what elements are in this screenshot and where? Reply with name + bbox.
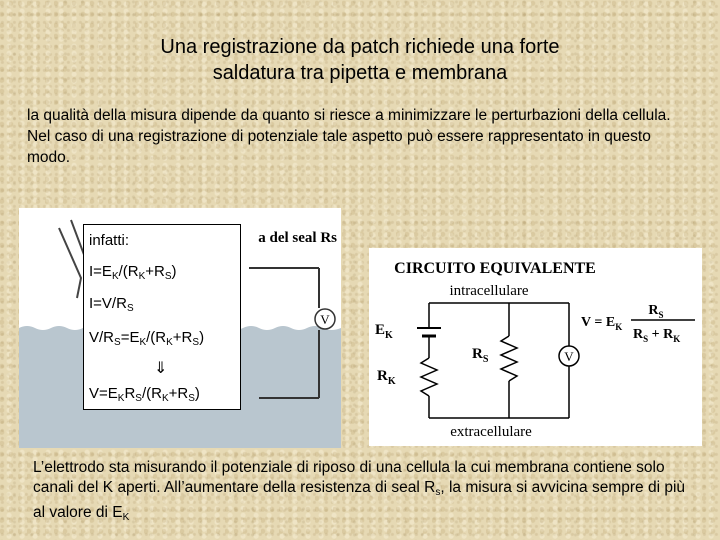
bottom-paragraph — [33, 458, 693, 528]
extracellular-label: extracellulare — [450, 424, 532, 440]
circuit-title: CIRCUITO EQUIVALENTE — [394, 260, 596, 277]
intracellular-label: intracellulare — [449, 283, 529, 299]
equivalent-circuit — [369, 248, 702, 446]
circuit-diagram — [369, 248, 702, 446]
implies-arrow: ⇓ — [154, 360, 168, 377]
equation-box — [83, 224, 241, 410]
formula-numerator: $R_S$ — [648, 303, 664, 320]
title-line-2: saldatura tra pipetta e membrana — [212, 62, 508, 84]
rk-resistor — [421, 358, 437, 396]
rs-label: $R_S$ — [472, 346, 489, 365]
bottom-sub-1: s — [435, 487, 441, 498]
bottom-text-2: , la misura si avvicina sempre di più al valore di E — [33, 479, 686, 521]
circuit-voltmeter-label: V — [564, 349, 574, 364]
bottom-sub-2: K — [122, 512, 130, 523]
title-line-1: Una registrazione da patch richiede una forte — [160, 36, 560, 58]
rs-resistor — [501, 336, 517, 381]
ek-label: $E_K$ — [375, 322, 393, 341]
equation-current: $I=E_K/(R_K+R_S)$ — [89, 263, 177, 282]
voltmeter-label: V — [320, 312, 330, 327]
formula-denominator: $R_S + R_K$ — [633, 327, 681, 344]
bottom-text-1: L’elettrodo sta misurando il potenziale di riposo di una cellula la cui membrana contiene solo canali del K aperti. All’aumentare della resistenza di seal R — [33, 459, 665, 496]
rk-label: $R_K$ — [377, 368, 396, 387]
formula-lhs: $V = E_K$ — [581, 315, 623, 332]
equation-ohm: $I=V/R_S$ — [89, 295, 134, 314]
figure-caption: a del seal Rs — [258, 230, 337, 246]
equation-combined: $V/R_S=E_K/(R_K+R_S)$ — [89, 329, 205, 348]
equations-intro: infatti: — [89, 232, 130, 249]
equation-result: $V=E_KR_S/(R_K+R_S)$ — [89, 385, 200, 404]
intro-paragraph: la qualità della misura dipende da quanto si riesce a minimizzare le perturbazioni della cellula. Nel caso di una registrazione di potenziale tale aspetto può essere rappresentato in questo modo. — [27, 107, 671, 166]
slide-title — [60, 34, 660, 86]
